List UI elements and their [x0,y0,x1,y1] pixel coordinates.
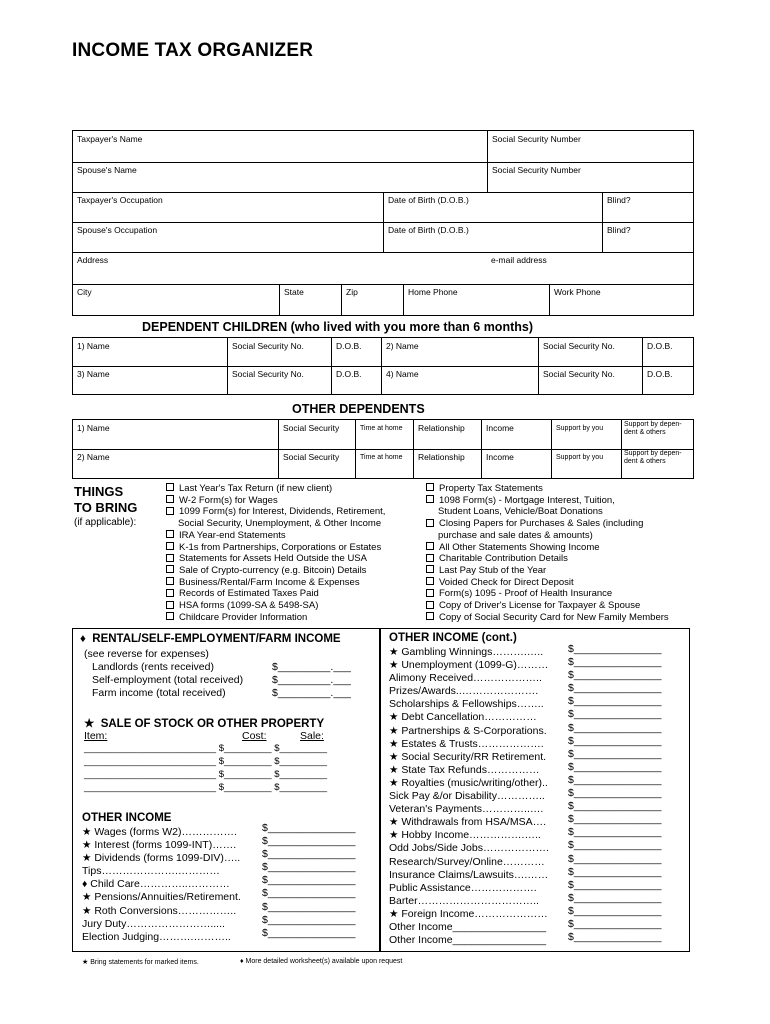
stock-item-header: Item: [84,730,108,742]
list-item[interactable] [426,577,669,589]
list-item: ★ Estates & Trusts………………. [389,737,544,750]
checklist-left [166,483,385,623]
amount-field[interactable]: $_______________ [568,931,662,944]
list-item[interactable] [426,588,669,600]
star-icon: ★ [84,718,101,730]
label: Relationship [418,423,465,433]
list-item: Sick Pay &/or Disability………….. [389,790,545,803]
dob-label: Date of Birth (D.O.B.) [388,195,469,205]
list-item: Odd Jobs/Side Jobs………………. [389,842,549,855]
label: Social Security No. [543,369,615,379]
spouse-ssn-cell[interactable] [487,162,693,192]
amount-field[interactable]: $_______________ [262,887,356,900]
label: Business/Rental/Farm Income & Expenses [179,576,360,588]
spouse-blind-cell[interactable] [602,222,693,252]
label: Property Tax Statements [439,483,543,494]
label: D.O.B. [647,341,673,351]
taxpayer-name-field[interactable]: Taxpayer's Name [77,134,143,144]
list-item: Alimony Received……………….. [389,672,542,685]
page-title: INCOME TAX ORGANIZER [72,40,314,61]
list-item[interactable] [166,588,385,600]
amount-field[interactable]: $_______________ [262,835,356,848]
label: Time at home [360,425,403,432]
amount-field[interactable]: $_______________ [568,839,662,852]
list-item: Other Income________________ [389,934,547,947]
amount-field[interactable]: $_______________ [568,891,662,904]
home-phone-cell[interactable] [403,284,549,315]
label: Copy of Driver's License for Taxpayer & Spouse [439,600,641,612]
list-item[interactable] [166,542,385,554]
amount-field[interactable]: $_______________ [262,874,356,887]
label: Social Security No. [232,341,304,351]
label: Voided Check for Direct Deposit [439,576,574,588]
list-item: Scholarships & Fellowships…….. [389,698,544,711]
checkbox-icon[interactable] [426,542,434,550]
things-sub: (if applicable): [74,517,137,528]
checkbox-icon[interactable] [166,565,174,573]
label: D.O.B. [647,369,673,379]
list-item: ★ Roth Conversions…………….. [82,904,237,917]
label: Statements for Assets Held Outside the USA [179,553,367,565]
amount-field[interactable]: $_______________ [568,695,662,708]
dependent-2-ssn[interactable] [538,338,642,366]
checkbox-icon[interactable] [166,577,174,585]
dependents-title: DEPENDENT CHILDREN (who lived with you more than 6 months) [142,320,533,334]
label: D.O.B. [336,341,362,351]
rental-landlords-label: Landlords (rents received) [92,661,214,673]
label: K-1s from Partnerships, Corporations or Estates [179,541,382,553]
label: HSA forms (1099-SA & 5498-SA) [179,600,319,612]
label: Social Security, Unemployment, & Other Income [178,518,382,530]
diamond-icon: ♦ [80,633,93,645]
amount-field[interactable]: $_______________ [262,848,356,861]
dependent-2-dob[interactable] [642,338,693,366]
label: 4) Name [386,369,419,379]
dob-cell[interactable] [383,192,602,222]
rental-farm-amount[interactable]: $_________.___ [272,687,351,699]
list-item: ★ State Tax Refunds…………… [389,763,540,776]
footer-note-star: ★ Bring statements for marked items. [82,959,199,966]
list-item[interactable] [166,530,385,542]
label: Social Security No. [232,369,304,379]
list-item: Public Assistance………………. [389,881,537,894]
dependent-1-ssn[interactable] [227,338,331,366]
checkbox-icon[interactable] [426,577,434,585]
label: Income [486,452,514,462]
label: Social Security [283,452,340,462]
checklist-right [426,483,669,623]
home-phone-label: Home Phone [408,287,458,297]
label: Social Security No. [543,341,615,351]
amount-field[interactable]: $_______________ [568,865,662,878]
checkbox-icon[interactable] [166,530,174,538]
label: Support by you [556,454,604,461]
row-occupation [73,192,693,223]
other-dep-1-rel[interactable] [413,420,481,449]
amount-field[interactable]: $_______________ [568,878,662,891]
other-dep-2-name[interactable]: 2) Name [77,452,110,462]
stock-heading [84,716,324,730]
amount-field[interactable]: $_______________ [568,813,662,826]
dependent-4-dob[interactable] [642,366,693,394]
list-item[interactable] [426,612,669,624]
work-phone-cell[interactable] [549,284,693,315]
other-dep-2-support-others[interactable] [621,449,693,478]
label: purchase and sale dates & amounts) [438,529,593,541]
ssn-cell[interactable] [487,131,693,162]
row-taxpayer-name [73,131,693,163]
dependent-3-name[interactable]: 3) Name [77,369,110,379]
spouse-occupation-field[interactable]: Spouse's Occupation [77,225,158,235]
list-item[interactable] [166,495,385,507]
rental-heading [80,633,341,645]
rental-farm-label: Farm income (total received) [92,687,226,699]
occupation-field[interactable]: Taxpayer's Occupation [77,195,163,205]
checkbox-icon[interactable] [166,554,174,562]
label: Support by depen-dent & others [624,421,682,436]
label: Childcare Provider Information [179,611,308,623]
list-item: Barter…………………………….. [389,894,539,907]
list-item[interactable] [426,495,669,507]
label: Time at home [360,454,403,461]
list-item: Other Income________________ [389,920,547,933]
amount-field[interactable]: $_______________ [262,900,356,913]
other-income-amounts [262,822,355,940]
dependent-row [73,366,693,394]
dependent-3-dob[interactable] [331,366,381,394]
dependents-table [72,337,694,395]
rental-self-employment-amount[interactable]: $_________.___ [272,674,351,686]
dependent-4-name[interactable] [381,366,538,394]
other-dependent-row [73,449,693,478]
list-item[interactable] [166,553,385,565]
checkbox-icon[interactable] [426,589,434,597]
ssn-label: Social Security Number [492,134,581,144]
stock-row[interactable]: _________________________ $_________ $_________ [84,756,328,767]
spouse-name-field[interactable]: Spouse's Name [77,165,137,175]
other-dep-2-support[interactable] [551,449,621,478]
checkbox-icon[interactable] [426,601,434,609]
label: Last Pay Stub of the Year [439,564,547,576]
list-item[interactable] [426,565,669,577]
amount-field[interactable]: $_______________ [568,852,662,865]
label: RENTAL/SELF-EMPLOYMENT/FARM INCOME [92,633,341,645]
label: Records of Estimated Taxes Paid [179,588,319,600]
dependent-2-name[interactable] [381,338,538,366]
state-label: State [284,287,304,297]
list-item: Election Judging……….……….. [82,930,231,943]
other-dep-2-ssn[interactable] [278,449,355,478]
label: 1099 Form(s) for Interest, Dividends, Retirement, [179,506,386,518]
things-heading-1: THINGS [74,484,124,499]
other-income-list [82,826,241,944]
list-item[interactable] [166,483,385,495]
label: D.O.B. [336,369,362,379]
list-item: Insurance Claims/Lawsuits….…… [389,868,549,881]
other-income-cont-amounts [568,643,661,944]
label: Sale of Crypto-currency (e.g. Bitcoin) Details [179,564,367,576]
amount-field[interactable]: $_______________ [568,904,662,917]
checkbox-icon[interactable] [426,519,434,527]
label: SALE OF STOCK OR OTHER PROPERTY [100,718,325,730]
checkbox-icon[interactable] [166,483,174,491]
stock-cost-header: Cost: [242,730,267,742]
amount-field[interactable]: $_______________ [568,656,662,669]
amount-field[interactable]: $_______________ [568,708,662,721]
list-item [426,530,669,542]
other-dependents-table [72,419,694,479]
spouse-ssn-label: Social Security Number [492,165,581,175]
stock-row[interactable]: _________________________ $_________ $_________ [84,743,328,754]
amount-field[interactable]: $_______________ [568,917,662,930]
dependent-4-ssn[interactable] [538,366,642,394]
amount-field[interactable]: $_______________ [568,787,662,800]
row-city [73,284,693,315]
label: 1098 Form(s) - Mortgage Interest, Tuition, [439,494,615,506]
checkbox-icon[interactable] [426,495,434,503]
list-item [426,506,669,518]
label: Closing Papers for Purchases & Sales (including [439,518,644,530]
row-spouse-name [73,162,693,193]
list-item: ★ Partnerships & S-Corporations. [389,724,547,737]
list-item[interactable] [426,600,669,612]
other-dep-1-income[interactable] [481,420,551,449]
checkbox-icon[interactable] [426,483,434,491]
list-item: ★ Foreign Income………………… [389,907,548,920]
other-dep-2-time[interactable] [355,449,413,478]
other-dep-2-income[interactable] [481,449,551,478]
checkbox-icon[interactable] [166,589,174,597]
spouse-blind-label: Blind? [607,225,631,235]
other-income-heading: OTHER INCOME [82,812,172,824]
other-dep-1-time[interactable] [355,420,413,449]
other-dep-1-name[interactable]: 1) Name [77,423,110,433]
stock-sale-header: Sale: [300,730,324,742]
list-item: Research/Survey/Online………… [389,855,545,868]
other-dependent-row [73,420,693,450]
list-item[interactable] [426,518,669,530]
other-dep-1-ssn[interactable] [278,420,355,449]
other-dep-2-rel[interactable] [413,449,481,478]
amount-field[interactable]: $_______________ [568,800,662,813]
other-dep-1-support-others[interactable] [621,420,693,449]
footer-note-diamond: ♦ More detailed worksheet(s) available upon request [240,958,403,965]
list-item[interactable] [166,506,385,518]
amount-field[interactable]: $_______________ [568,773,662,786]
list-item: ★ Debt Cancellation…………… [389,711,537,724]
rental-landlords-amount[interactable]: $_________.___ [272,661,351,673]
list-item: ★ Withdrawals from HSA/MSA…. [389,816,547,829]
spouse-dob-cell[interactable] [383,222,602,252]
label: IRA Year-end Statements [179,529,286,541]
list-item: ★ Dividends (forms 1099-DIV)….. [82,852,241,865]
list-item: ♦ Child Care…………..………… [82,878,230,891]
amount-field[interactable]: $_______________ [568,643,662,655]
rental-sub: (see reverse for expenses) [84,648,209,660]
checkbox-icon[interactable] [426,565,434,573]
zip-cell[interactable] [341,284,403,315]
amount-field[interactable]: $_______________ [568,760,662,773]
list-item: ★ Gambling Winnings……….….. [389,646,544,658]
amount-field[interactable]: $_______________ [568,669,662,682]
stock-row[interactable]: _________________________ $_________ $_________ [84,769,328,780]
list-item: Prizes/Awards..…………………. [389,685,539,698]
row-address [73,252,693,285]
other-dep-1-support[interactable] [551,420,621,449]
checkbox-icon[interactable] [426,554,434,562]
amount-field[interactable]: $_______________ [568,747,662,760]
list-item[interactable] [166,565,385,577]
checkbox-icon[interactable] [166,542,174,550]
checkbox-icon[interactable] [166,507,174,515]
dependent-1-dob[interactable] [331,338,381,366]
label: Copy of Social Security Card for New Family Members [439,611,669,623]
list-item: ★ Pensions/Annuities/Retirement. [82,891,241,904]
label: Social Security [283,423,340,433]
label: 2) Name [386,341,419,351]
list-item[interactable] [426,542,669,554]
dependent-1-name[interactable]: 1) Name [77,341,110,351]
amount-field[interactable]: $_______________ [568,721,662,734]
list-item[interactable] [426,553,669,565]
list-item: Jury Duty……………………..... [82,917,225,930]
label: Support by depen-dent & others [624,450,682,465]
label: All Other Statements Showing Income [439,541,600,553]
checkbox-icon[interactable] [166,601,174,609]
label: Student Loans, Vehicle/Boat Donations [438,506,603,518]
label: W-2 Form(s) for Wages [179,494,278,506]
list-item: ★ Unemployment (1099-G)……… [389,659,549,672]
list-item: Veteran's Payments…………..…. [389,803,544,816]
list-item[interactable] [166,600,385,612]
label: Income [486,423,514,433]
other-dependents-title: OTHER DEPENDENTS [292,402,425,416]
zip-label: Zip [346,287,358,297]
city-field[interactable]: City [77,287,92,297]
checkbox-icon[interactable] [166,612,174,620]
amount-field[interactable]: $_______________ [262,926,356,939]
amount-field[interactable]: $_______________ [568,734,662,747]
list-item: ★ Wages (forms W2)……………. [82,826,237,838]
checkbox-icon[interactable] [426,612,434,620]
amount-field[interactable]: $_______________ [568,682,662,695]
things-heading-2: TO BRING [74,500,138,515]
amount-field[interactable]: $_______________ [262,861,356,874]
rental-self-employment-label: Self-employment (total received) [92,674,244,686]
amount-field[interactable]: $_______________ [262,822,356,834]
work-phone-label: Work Phone [554,287,601,297]
list-item: ★ Hobby Income…………….….. [389,829,541,842]
dependent-row [73,338,693,367]
label: Last Year's Tax Return (if new client) [179,483,333,494]
spouse-dob-label: Date of Birth (D.O.B.) [388,225,469,235]
email-field[interactable]: e-mail address [491,255,547,265]
list-item [166,518,385,530]
other-income-cont-list [389,646,549,947]
stock-row[interactable]: _________________________ $_________ $_________ [84,782,328,793]
list-item[interactable] [166,577,385,589]
label: Support by you [556,425,604,432]
label: Form(s) 1095 - Proof of Health Insurance [439,588,613,600]
checkbox-icon[interactable] [166,495,174,503]
other-income-cont-heading: OTHER INCOME (cont.) [389,632,517,644]
label: Relationship [418,452,465,462]
list-item[interactable] [426,483,669,495]
row-spouse-occupation [73,222,693,253]
list-item: ★ Interest (forms 1099-INT)……. [82,839,237,852]
list-item: ★ Royalties (music/writing/other).. [389,776,548,789]
label: Charitable Contribution Details [439,553,568,565]
dependent-3-ssn[interactable] [227,366,331,394]
list-item: Tips………………….………… [82,865,220,878]
amount-field[interactable]: $_______________ [262,913,356,926]
list-item[interactable] [166,612,385,624]
things-heading [74,484,137,516]
address-field[interactable]: Address [77,255,109,265]
list-item: ★ Social Security/RR Retirement. [389,750,547,763]
taxpayer-info-table [72,130,694,316]
blind-cell[interactable] [602,192,693,222]
state-cell[interactable] [279,284,341,315]
blind-label: Blind? [607,195,631,205]
amount-field[interactable]: $_______________ [568,826,662,839]
